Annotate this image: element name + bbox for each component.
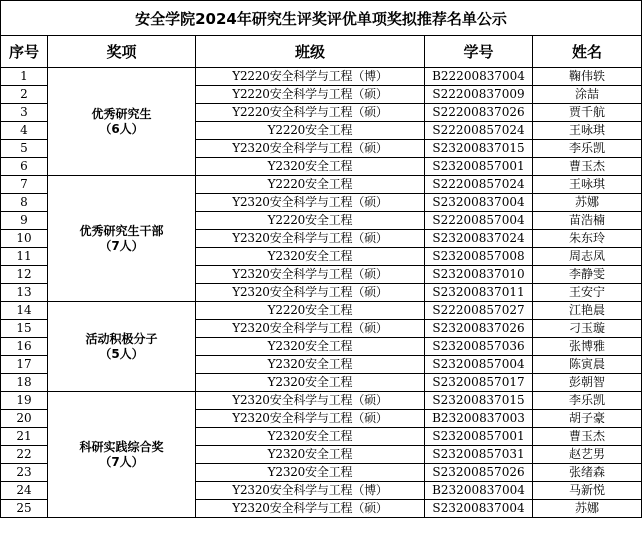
row-number: 22: [1, 446, 48, 464]
student-name-cell: 王咏琪: [533, 176, 642, 194]
student-id-cell: S23200857004: [425, 356, 533, 374]
class-cell: Y2220安全科学与工程（博）: [196, 68, 425, 86]
row-number: 20: [1, 410, 48, 428]
row-number: 17: [1, 356, 48, 374]
student-id-cell: S23200857026: [425, 464, 533, 482]
award-category: [48, 392, 196, 518]
class-cell: Y2320安全工程: [196, 428, 425, 446]
title-row: [1, 1, 642, 36]
row-number: 25: [1, 500, 48, 518]
student-id-cell: S23200837004: [425, 500, 533, 518]
student-id-cell: S22200857024: [425, 176, 533, 194]
student-id-cell: S23200857001: [425, 428, 533, 446]
row-number: 24: [1, 482, 48, 500]
class-cell: Y2220安全工程: [196, 176, 425, 194]
student-name-cell: 张绪森: [533, 464, 642, 482]
class-cell: Y2220安全工程: [196, 302, 425, 320]
row-number: 14: [1, 302, 48, 320]
award-category: [48, 302, 196, 392]
row-number: 16: [1, 338, 48, 356]
class-cell: Y2320安全科学与工程（硕）: [196, 266, 425, 284]
award-category-name: 活动积极分子: [85, 331, 158, 346]
student-id-cell: B22200837004: [425, 68, 533, 86]
class-cell: Y2220安全科学与工程（硕）: [196, 104, 425, 122]
student-id-cell: S23200857036: [425, 338, 533, 356]
award-category: [48, 68, 196, 176]
class-cell: Y2320安全科学与工程（硕）: [196, 230, 425, 248]
table-body: [1, 1, 642, 518]
header-no: 序号: [1, 36, 48, 68]
header-name: 姓名: [533, 36, 642, 68]
class-cell: Y2220安全工程: [196, 212, 425, 230]
row-number: 7: [1, 176, 48, 194]
student-name-cell: 江艳晨: [533, 302, 642, 320]
student-id-cell: S22200857027: [425, 302, 533, 320]
class-cell: Y2320安全工程: [196, 248, 425, 266]
class-cell: Y2320安全工程: [196, 356, 425, 374]
row-number: 21: [1, 428, 48, 446]
student-id-cell: S23200837015: [425, 392, 533, 410]
student-name-cell: 曹玉杰: [533, 158, 642, 176]
row-number: 8: [1, 194, 48, 212]
award-category-count: （7人）: [99, 238, 144, 253]
award-category: [48, 176, 196, 302]
student-id-cell: S23200837024: [425, 230, 533, 248]
student-name-cell: 涂喆: [533, 86, 642, 104]
student-id-cell: S22200837009: [425, 86, 533, 104]
class-cell: Y2320安全科学与工程（硕）: [196, 284, 425, 302]
student-name-cell: 鞠伟轶: [533, 68, 642, 86]
row-number: 5: [1, 140, 48, 158]
student-id-cell: S23200837015: [425, 140, 533, 158]
header-row: [1, 36, 642, 68]
award-category-count: （5人）: [99, 346, 144, 361]
table-row: [1, 302, 642, 320]
student-name-cell: 陈寅晨: [533, 356, 642, 374]
student-name-cell: 苗浩楠: [533, 212, 642, 230]
row-number: 6: [1, 158, 48, 176]
class-cell: Y2320安全科学与工程（硕）: [196, 410, 425, 428]
student-name-cell: 刁玉璇: [533, 320, 642, 338]
student-id-cell: S23200837026: [425, 320, 533, 338]
award-category-count: （7人）: [99, 454, 144, 469]
student-name-cell: 朱东玲: [533, 230, 642, 248]
award-category-name: 优秀研究生干部: [79, 223, 164, 238]
student-id-cell: S22200857004: [425, 212, 533, 230]
student-name-cell: 李乐凯: [533, 140, 642, 158]
row-number: 23: [1, 464, 48, 482]
student-id-cell: S22200857024: [425, 122, 533, 140]
class-cell: Y2320安全科学与工程（硕）: [196, 140, 425, 158]
student-id-cell: B23200837004: [425, 482, 533, 500]
header-student-id: 学号: [425, 36, 533, 68]
row-number: 15: [1, 320, 48, 338]
student-id-cell: S23200837010: [425, 266, 533, 284]
row-number: 11: [1, 248, 48, 266]
class-cell: Y2320安全科学与工程（硕）: [196, 500, 425, 518]
table-row: [1, 68, 642, 86]
header-class: 班级: [196, 36, 425, 68]
student-name-cell: 贾千航: [533, 104, 642, 122]
row-number: 18: [1, 374, 48, 392]
student-id-cell: S23200857031: [425, 446, 533, 464]
class-cell: Y2320安全工程: [196, 158, 425, 176]
award-category-name: 优秀研究生: [91, 106, 152, 121]
class-cell: Y2220安全科学与工程（硕）: [196, 86, 425, 104]
student-id-cell: S22200837026: [425, 104, 533, 122]
student-name-cell: 王咏琪: [533, 122, 642, 140]
class-cell: Y2320安全工程: [196, 374, 425, 392]
row-number: 9: [1, 212, 48, 230]
class-cell: Y2320安全工程: [196, 338, 425, 356]
student-name-cell: 曹玉杰: [533, 428, 642, 446]
student-id-cell: S23200837011: [425, 284, 533, 302]
award-category-count: （6人）: [99, 121, 144, 136]
class-cell: Y2320安全工程: [196, 464, 425, 482]
student-name-cell: 王安宁: [533, 284, 642, 302]
student-id-cell: S23200857017: [425, 374, 533, 392]
row-number: 10: [1, 230, 48, 248]
student-id-cell: S23200837004: [425, 194, 533, 212]
student-name-cell: 彭朝智: [533, 374, 642, 392]
class-cell: Y2320安全科学与工程（硕）: [196, 320, 425, 338]
class-cell: Y2220安全工程: [196, 122, 425, 140]
row-number: 19: [1, 392, 48, 410]
student-name-cell: 苏娜: [533, 194, 642, 212]
student-name-cell: 周志凤: [533, 248, 642, 266]
student-name-cell: 马新悦: [533, 482, 642, 500]
student-id-cell: S23200857008: [425, 248, 533, 266]
student-name-cell: 张博雅: [533, 338, 642, 356]
class-cell: Y2320安全工程: [196, 446, 425, 464]
student-id-cell: B23200837003: [425, 410, 533, 428]
student-name-cell: 李静雯: [533, 266, 642, 284]
row-number: 4: [1, 122, 48, 140]
row-number: 12: [1, 266, 48, 284]
row-number: 3: [1, 104, 48, 122]
class-cell: Y2320安全科学与工程（博）: [196, 482, 425, 500]
table-row: [1, 176, 642, 194]
class-cell: Y2320安全科学与工程（硕）: [196, 392, 425, 410]
header-award: 奖项: [48, 36, 196, 68]
student-name-cell: 胡子豪: [533, 410, 642, 428]
award-category-name: 科研实践综合奖: [79, 439, 164, 454]
class-cell: Y2320安全科学与工程（硕）: [196, 194, 425, 212]
page-title: 安全学院2024年研究生评奖评优单项奖拟推荐名单公示: [1, 1, 642, 36]
student-name-cell: 苏娜: [533, 500, 642, 518]
student-name-cell: 李乐凯: [533, 392, 642, 410]
table-row: [1, 392, 642, 410]
student-name-cell: 赵艺男: [533, 446, 642, 464]
row-number: 2: [1, 86, 48, 104]
row-number: 1: [1, 68, 48, 86]
row-number: 13: [1, 284, 48, 302]
student-id-cell: S23200857001: [425, 158, 533, 176]
